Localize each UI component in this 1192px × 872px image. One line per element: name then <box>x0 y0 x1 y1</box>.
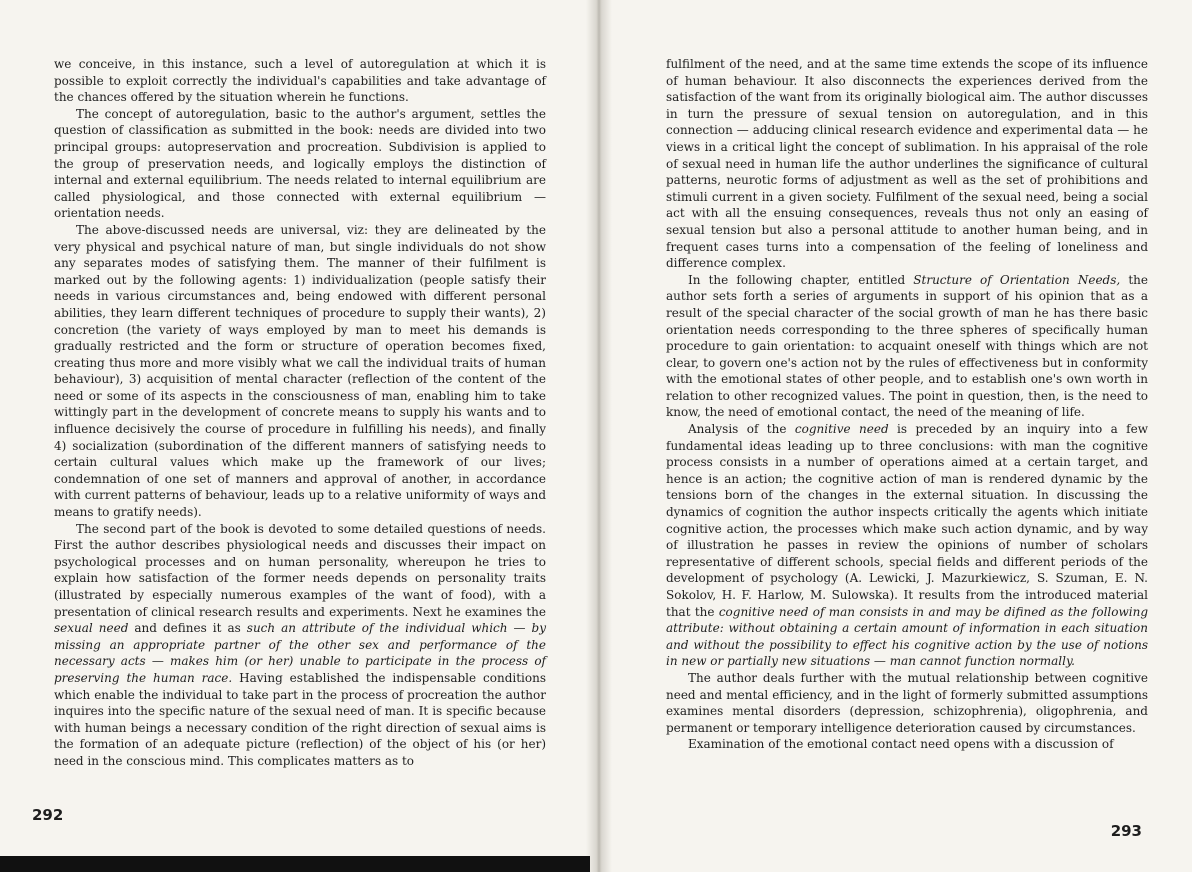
text-run: and defines it as <box>128 621 247 636</box>
paragraph: The above-discussed needs are universal, viz: they are delineated by the very physical and psychical nature of man, but single individuals do not show any separates modes of satisfying them. The manner of their fulfilment is marked out by the following agents: 1) individualization (people satisfy their needs in various circumstances and, being endowed with different personal abilities, they learn different techniques of procedure to supply their wants), 2) concretion (the variety of ways employed by man to meet his demands is gradually restricted and the form or structure of operation becomes fixed, creating thus more and more visibly what we call the individual traits of human behaviour), 3) acquisition of mental character (reflection of the content of the need or some of its aspects in the consciousness of man, enabling him to take wittingly part in the development of concrete means to supply his wants and to influence decisively the course of procedure in fulfilling his needs), and finally 4) socialization (subordination of the different manners of satisfying needs to certain cultural values which make up the framework of our lives; condemnation of one set of manners and approval of another, in accordance with current patterns of behaviour, leads up to a relative uniformity of ways and means to gratify needs). <box>54 222 546 520</box>
italic-run: sexual need <box>54 621 129 636</box>
text-run: Having established the indispensable conditions which enable the individual to take part in the process of procreation the author inquires into the specific nature of the sexual need of man. It is specific because with human beings a necessary condition of the right direction of sexual aims is the formation of an adequate picture (reflection) of the object of his (or her) need in the conscious mind. This complicates matters as to <box>54 670 546 768</box>
paragraph <box>666 272 1148 421</box>
book-gutter <box>586 0 612 872</box>
paragraph: fulfilment of the need, and at the same time extends the scope of its influence of human behaviour. It also disconnects the experiences derived from the satisfaction of the want from its originally biological aim. The author discusses in turn the pressure of sexual tension on autoregulation, and in this connection — adducing clinical research evidence and experimental data — he views in a critical light the concept of sublimation. In his appraisal of the role of sexual need in human life the author underlines the significance of cultural patterns, neurotic forms of adjustment as well as the set of prohibitions and stimuli current in a given society. Fulfilment of the sexual need, being a social act with all the ensuing consequences, reveals thus not only an easing of sexual tension but also a personal attitude to another human being, and in frequent cases turns into a compensation of the feeling of loneliness and difference complex. <box>666 57 1148 271</box>
italic-run: cognitive need of man consists in and may be difined as the following attribute: without obtaining a certain amount of information in each situation and without the possibility to effect his cognitive action by the use of notions in new or partially new situations — man cannot function normally. <box>666 604 1148 669</box>
paragraph: Examination of the emotional contact need opens with a discussion of <box>688 737 1114 752</box>
paragraph: The concept of autoregulation, basic to the author's argument, settles the question of classification as submitted in the book: needs are divided into two principal groups: autopreservation and procreation. Subdivision is applied to the group of preservation needs, and logically employs the distinction of internal and external equilibrium. The needs related to internal equilibrium are called physiological, and those connected with external equilibrium — orientation needs. <box>54 106 546 221</box>
text-run: the author sets forth a series of arguments in support of his opinion that as a result of the special character of the social growth of man he has there basic orientation needs corresponding to the three spheres of specifically human procedure to gain orientation: to acquaint oneself with things which are not clear, to govern one's action not by the rules of effectiveness but in conformity with the emotional states of other people, and to establish one's own worth in relation to other recognized values. The point in question, then, is the need to know, the need of emotional contact, the need of the meaning of life. <box>666 272 1148 420</box>
text-run: In the following chapter, entitled <box>688 272 914 287</box>
text-run: is preceded by an inquiry into a few fundamental ideas leading up to three conclusions: with man the cognitive process consists in a number of operations aimed at a certain target, and hence is an action; the cognitive action of man is rendered dynamic by the tensions born of the changes in the external situation. In discussing the dynamics of cognition the author inspects critically the agents which initiate cognitive action, the processes which make such action dynamic, and by way of illustration he passes in review the opinions of number of scholars representative of different schools, special fields and different periods of the development of psychology (A. Lewicki, J. Mazurkiewicz, S. Szuman, E. N. Sokolov, H. F. Harlow, M. Sulowska). It results from the introduced material that the <box>666 422 1148 619</box>
paragraph <box>666 421 1148 670</box>
page-number: 293 <box>1110 822 1142 840</box>
paragraph: The author deals further with the mutual relationship between cognitive need and mental efficiency, and in the light of formerly submitted assumptions examines mental disorders (depression, schizophrenia), oligophrenia, and permanent or temporary intelligence deterioration caused by circumstances. <box>666 670 1148 735</box>
italic-run: Structure of Orientation Needs, <box>913 272 1121 287</box>
italic-run: such an attribute of the individual which — by missing an appropriate partner of the other sex and performance of the necessary acts — makes him (or her) unable to participate in the process of preserving the human race. <box>54 621 546 685</box>
italic-run: cognitive need <box>794 422 889 437</box>
right-page <box>596 0 1192 872</box>
paragraph <box>54 521 546 770</box>
paragraph: we conceive, in this instance, such a level of autoregulation at which it is possible to exploit correctly the individual's capabilities and take advantage of the chances offered by the situation wherein he functions. <box>54 57 546 105</box>
page-number: 292 <box>32 806 64 824</box>
scan-edge <box>0 856 590 872</box>
text-run: Analysis of the <box>688 422 795 437</box>
text-run: The second part of the book is devoted to some detailed questions of needs. First the author describes physiological needs and discusses their impact on psychological processes and on human personality, whereupon he tries to explain how satisfaction of the former needs depends on personality traits (illustrated by especially numerous examples of the want of food), with a presentation of clinical research results and experiments. Next he examines the <box>54 521 546 619</box>
